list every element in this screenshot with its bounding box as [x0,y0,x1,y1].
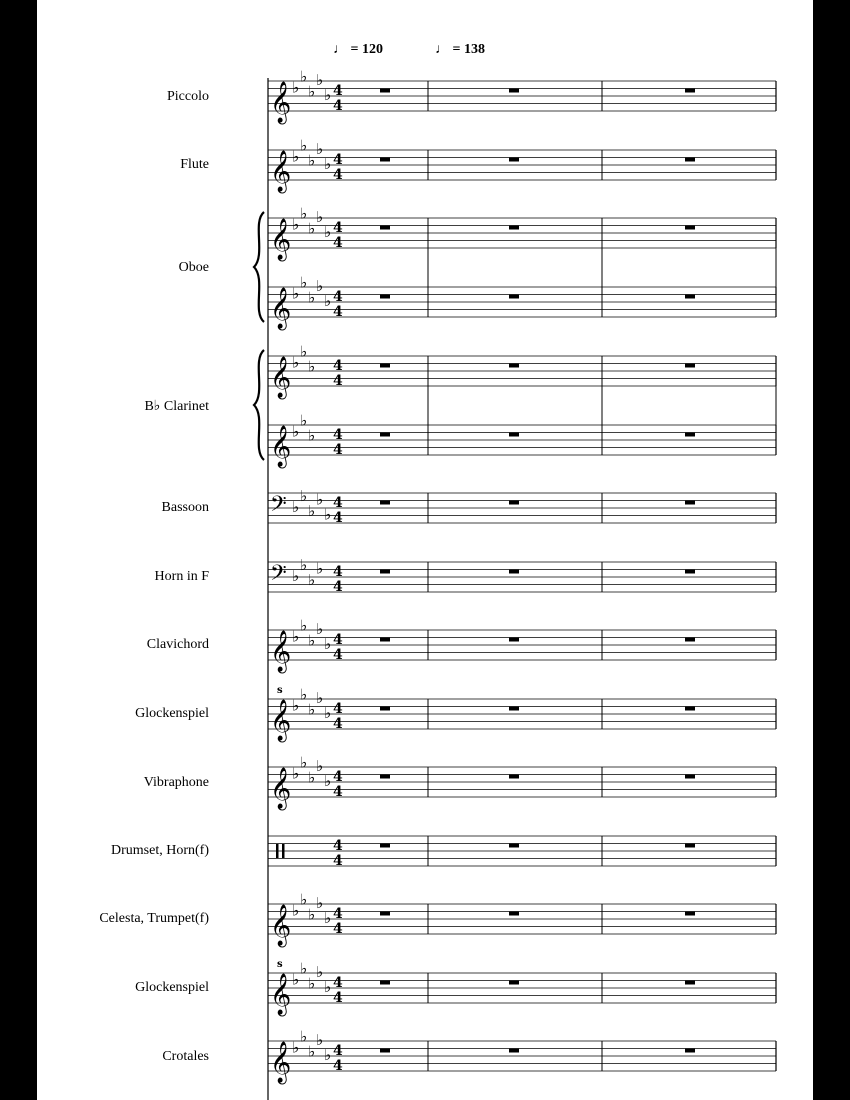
flat-icon: ♭ [300,959,308,978]
flat-icon: ♭ [324,155,332,173]
instrument-name-clavichord: Clavichord [146,637,209,652]
instrument-name-vibraphone: Vibraphone [143,775,209,790]
quarter-note-icon: ♩ [333,42,347,57]
whole-rest-icon [380,433,390,437]
time-signature-numerator: 4 [333,975,343,991]
flat-icon: ♭ [292,78,300,97]
whole-rest-icon [509,158,519,162]
flat-icon: ♭ [308,288,316,307]
time-signature-numerator: 4 [333,427,343,443]
flat-icon: ♭ [308,974,316,993]
whole-rest-icon [380,158,390,162]
instrument-name-glockenspiel-1: Glockenspiel [135,706,209,721]
time-signature-denominator: 4 [333,442,343,458]
treble-clef-icon: 𝄞 [270,151,292,192]
flat-icon: ♭ [308,501,316,520]
flat-icon: ♭ [316,963,324,981]
flat-icon: ♭ [300,136,308,155]
tempo-value: = 138 [449,42,485,57]
whole-rest-icon [509,226,519,230]
flat-icon: ♭ [300,411,308,430]
flat-icon: ♭ [308,151,316,170]
instrument-name-glockenspiel-2: Glockenspiel [135,980,209,995]
treble-clef-icon: 𝄞 [270,288,292,329]
flat-icon: ♭ [316,757,324,775]
staff-system [37,0,813,1100]
time-signature-numerator: 4 [333,83,343,99]
flat-icon: ♭ [324,635,332,653]
instrument-name-drumset: Drumset, Horn(f) [111,843,209,858]
ottava-mark: s [277,685,283,696]
treble-clef-icon: 𝄞 [270,768,292,809]
time-signature-denominator: 4 [333,647,343,663]
instrument-name-crotales: Crotales [162,1049,209,1064]
flat-icon: ♭ [300,753,308,772]
flat-icon: ♭ [308,82,316,101]
whole-rest-icon [380,226,390,230]
flat-icon: ♭ [316,71,324,89]
whole-rest-icon [380,1049,390,1053]
flat-icon: ♭ [316,208,324,226]
whole-rest-icon [685,501,695,505]
flat-icon: ♭ [308,905,316,924]
time-signature-denominator: 4 [333,235,343,251]
flat-icon: ♭ [292,422,300,441]
flat-icon: ♭ [316,277,324,295]
flat-icon: ♭ [324,1046,332,1064]
flat-icon: ♭ [292,284,300,303]
flat-icon: ♭ [324,223,332,241]
whole-rest-icon [685,226,695,230]
flat-icon: ♭ [292,1038,300,1057]
whole-rest-icon [380,775,390,779]
flat-icon: ♭ [292,696,300,715]
whole-rest-icon [685,844,695,848]
flat-icon: ♭ [300,204,308,223]
flat-icon: ♭ [292,215,300,234]
whole-rest-icon [509,433,519,437]
whole-rest-icon [685,707,695,711]
time-signature-numerator: 4 [333,769,343,785]
flat-icon: ♭ [300,1027,308,1046]
time-signature-numerator: 4 [333,152,343,168]
whole-rest-icon [685,295,695,299]
time-signature-denominator: 4 [333,921,343,937]
flat-icon: ♭ [308,357,316,376]
ottava-mark: s [277,959,283,970]
time-signature-denominator: 4 [333,510,343,526]
treble-clef-icon: 𝄞 [270,357,292,398]
flat-icon: ♭ [300,685,308,704]
time-signature-denominator: 4 [333,98,343,114]
whole-rest-icon [380,89,390,93]
whole-rest-icon [380,707,390,711]
time-signature-numerator: 4 [333,632,343,648]
flat-icon: ♭ [316,894,324,912]
instrument-name-bassoon: Bassoon [161,500,209,515]
whole-rest-icon [509,912,519,916]
flat-icon: ♭ [308,768,316,787]
bass-clef-icon: 𝄢 [270,492,287,522]
whole-rest-icon [685,981,695,985]
time-signature-denominator: 4 [333,373,343,389]
time-signature-numerator: 4 [333,838,343,854]
instrument-name-horn: Horn in F [154,569,209,584]
bass-clef-icon: 𝄢 [270,561,287,591]
time-signature-denominator: 4 [333,716,343,732]
flat-icon: ♭ [292,970,300,989]
whole-rest-icon [380,912,390,916]
whole-rest-icon [509,844,519,848]
time-signature-numerator: 4 [333,1043,343,1059]
flat-icon: ♭ [316,140,324,158]
flat-icon: ♭ [292,567,300,585]
treble-clef-icon: 𝄞 [270,905,292,946]
percussion-clef-icon [276,844,279,858]
flat-icon: ♭ [300,890,308,909]
time-signature-numerator: 4 [333,358,343,374]
flat-icon: ♭ [292,353,300,372]
flat-icon: ♭ [324,292,332,310]
flat-icon: ♭ [300,342,308,361]
time-signature-denominator: 4 [333,304,343,320]
flat-icon: ♭ [324,978,332,996]
flat-icon: ♭ [292,764,300,783]
percussion-clef-icon [282,844,285,858]
time-signature-denominator: 4 [333,784,343,800]
flat-icon: ♭ [308,1042,316,1061]
flat-icon: ♭ [292,498,300,516]
time-signature-denominator: 4 [333,853,343,869]
treble-clef-icon: 𝄞 [270,219,292,260]
whole-rest-icon [509,570,519,574]
treble-clef-icon: 𝄞 [270,631,292,672]
whole-rest-icon [509,89,519,93]
score-page [37,0,813,1100]
time-signature-numerator: 4 [333,220,343,236]
flat-icon: ♭ [308,700,316,719]
whole-rest-icon [685,433,695,437]
whole-rest-icon [380,570,390,574]
instrument-name-piccolo: Piccolo [167,89,209,104]
flat-icon: ♭ [300,555,308,574]
instrument-name-clarinet: B♭ Clarinet [144,399,209,414]
whole-rest-icon [509,501,519,505]
flat-icon: ♭ [300,273,308,292]
flat-icon: ♭ [324,704,332,722]
flat-icon: ♭ [292,901,300,920]
whole-rest-icon [685,570,695,574]
treble-clef-icon: 𝄞 [270,700,292,741]
flat-icon: ♭ [324,86,332,104]
flat-icon: ♭ [324,505,332,524]
instrument-name-flute: Flute [180,157,209,172]
flat-icon: ♭ [300,67,308,86]
flat-icon: ♭ [308,631,316,650]
whole-rest-icon [685,1049,695,1053]
time-signature-denominator: 4 [333,990,343,1006]
treble-clef-icon: 𝄞 [270,426,292,467]
flat-icon: ♭ [316,620,324,638]
whole-rest-icon [380,981,390,985]
flat-icon: ♭ [308,219,316,238]
time-signature-numerator: 4 [333,906,343,922]
whole-rest-icon [380,295,390,299]
tempo-value: = 120 [347,42,383,57]
treble-clef-icon: 𝄞 [270,1042,292,1083]
whole-rest-icon [685,158,695,162]
time-signature-denominator: 4 [333,1058,343,1074]
flat-icon: ♭ [292,147,300,166]
whole-rest-icon [685,775,695,779]
time-signature-denominator: 4 [333,579,343,595]
whole-rest-icon [380,501,390,505]
instrument-name-oboe: Oboe [178,260,209,275]
whole-rest-icon [509,775,519,779]
time-signature-numerator: 4 [333,289,343,305]
whole-rest-icon [509,364,519,368]
whole-rest-icon [685,89,695,93]
flat-icon: ♭ [316,689,324,707]
whole-rest-icon [380,638,390,642]
flat-icon: ♭ [316,490,324,509]
flat-icon: ♭ [316,559,324,578]
flat-icon: ♭ [324,909,332,927]
whole-rest-icon [509,1049,519,1053]
instrument-name-celesta: Celesta, Trumpet(f) [99,911,209,926]
time-signature-denominator: 4 [333,167,343,183]
whole-rest-icon [509,638,519,642]
clarinet-brace [254,350,264,460]
whole-rest-icon [685,364,695,368]
whole-rest-icon [509,707,519,711]
flat-icon: ♭ [300,616,308,635]
whole-rest-icon [685,912,695,916]
whole-rest-icon [685,638,695,642]
time-signature-numerator: 4 [333,701,343,717]
flat-icon: ♭ [308,570,316,589]
treble-clef-icon: 𝄞 [270,974,292,1015]
whole-rest-icon [509,295,519,299]
oboe-brace [254,212,264,322]
flat-icon: ♭ [292,627,300,646]
whole-rest-icon [380,364,390,368]
flat-icon: ♭ [324,772,332,790]
time-signature-numerator: 4 [333,495,343,511]
flat-icon: ♭ [316,1031,324,1049]
whole-rest-icon [509,981,519,985]
quarter-note-icon: ♩ [435,42,449,57]
time-signature-numerator: 4 [333,564,343,580]
flat-icon: ♭ [308,426,316,445]
flat-icon: ♭ [300,486,308,505]
treble-clef-icon: 𝄞 [270,82,292,123]
whole-rest-icon [380,844,390,848]
